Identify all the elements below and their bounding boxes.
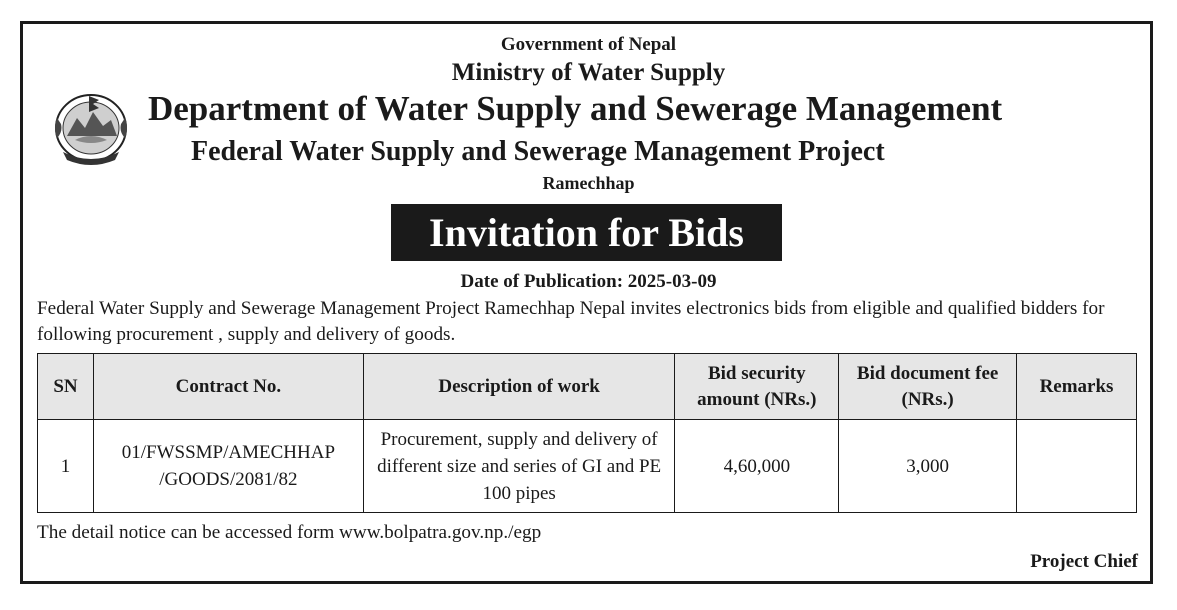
ministry-heading: Ministry of Water Supply [451,59,726,86]
intro-paragraph: Federal Water Supply and Sewerage Management Project Ramechhap Nepal invites electronics bids from eligible and qualified bidders for following procurement , supply and delivery of goods. [37,298,1105,345]
location-heading: Ramechhap [542,173,635,193]
cell-sn: 1 [38,420,94,513]
col-header-bid-security: Bid security amount (NRs.) [675,354,839,420]
col-header-document-fee: Bid document fee (NRs.) [839,354,1017,420]
col-header-description: Description of work [363,354,675,420]
col-header-remarks: Remarks [1017,354,1137,420]
nepal-emblem-icon [45,88,137,168]
signatory: Project Chief [1030,551,1138,572]
project-heading: Federal Water Supply and Sewerage Management Project [191,136,885,167]
table-row [38,420,1137,513]
table-header-row [38,354,1137,420]
col-header-contract-no: Contract No. [93,354,363,420]
bids-table [37,353,1137,513]
cell-document-fee: 3,000 [839,420,1017,513]
department-heading: Department of Water Supply and Sewerage Management [148,89,1003,128]
cell-bid-security: 4,60,000 [675,420,839,513]
cell-contract-no: 01/FWSSMP/AMECHHAP /GOODS/2081/82 [93,420,363,513]
cell-description: Procurement, supply and delivery of different size and series of GI and PE 100 pipes [363,420,675,513]
col-header-sn: SN [38,354,94,420]
cell-remarks [1017,420,1137,513]
notice-title-banner: Invitation for Bids [391,204,782,261]
detail-notice-text: The detail notice can be accessed form www.bolpatra.gov.np./egp [37,522,542,543]
government-heading: Government of Nepal [500,34,677,55]
publication-date: Date of Publication: 2025-03-09 [460,271,717,292]
